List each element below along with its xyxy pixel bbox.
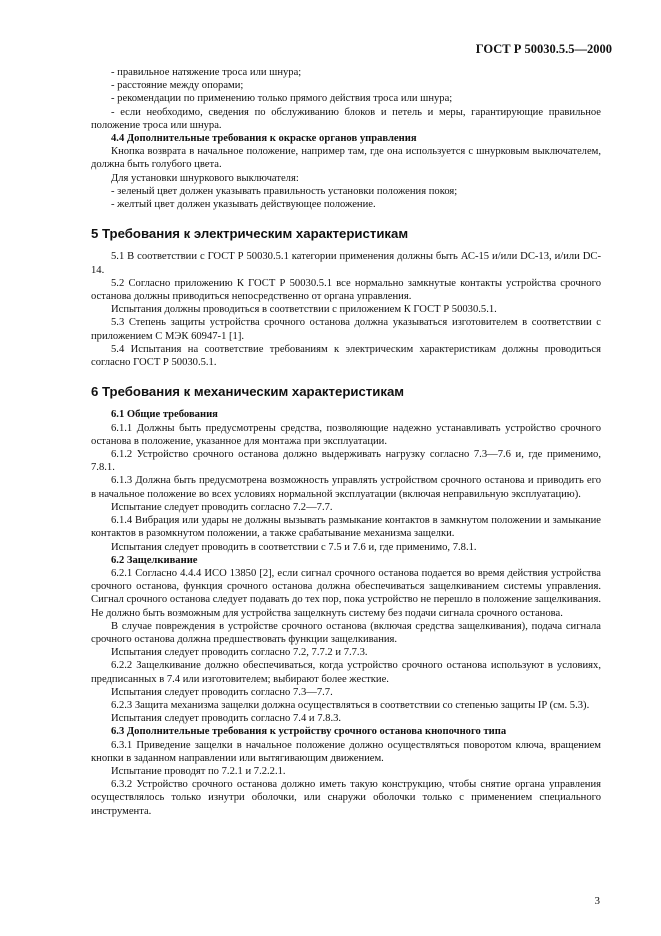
list-item: - если необходимо, сведения по обслуживанию блоков и петель и меры, гарантирующие правильное положение троса или шнура. bbox=[91, 106, 601, 131]
paragraph: 6.1.4 Вибрация или удары не должны вызывать размыкание контактов в замкнутом положении и замыкание контактов в разомкнутом положении, а также срабатывание механизма защелки. bbox=[91, 515, 601, 540]
page-number: 3 bbox=[594, 895, 600, 907]
paragraph: 6.1.1 Должны быть предусмотрены средства, позволяющие надежно устанавливать устройство срочного останова в положение, указанное для монтажа при эксплуатации. bbox=[91, 422, 601, 447]
paragraph: 6.2.2 Защелкивание должно обеспечиваться, когда устройство срочного останова используют в условиях, предписанных в 7.4 или изготовителем; выбирают более жесткие. bbox=[91, 660, 601, 685]
paragraph: Испытания следует проводить в соответствии с 7.5 и 7.6 и, где применимо, 7.8.1. bbox=[111, 541, 477, 553]
paragraph: 6.3.1 Приведение защелки в начальное положение должно осуществляться поворотом ключа, вращением кнопки в заданном направлении или вытягивающим движением. bbox=[91, 739, 601, 764]
paragraph: Для установки шнуркового выключателя: bbox=[111, 172, 299, 184]
subsection-heading-4-4: 4.4 Дополнительные требования к окраске органов управления bbox=[111, 133, 417, 145]
paragraph: 5.2 Согласно приложению К ГОСТ Р 50030.5.1 все нормально замкнутые контакты устройства срочного останова должны приводиться непосредственно от органа управления. bbox=[91, 277, 601, 303]
paragraph: Испытания следует проводить согласно 7.3—7.7. bbox=[111, 686, 333, 698]
paragraph: 5.1 В соответствии с ГОСТ Р 50030.5.1 категории применения должны быть АС-15 и/или DC-13, и/или DC-14. bbox=[91, 251, 601, 276]
paragraph: Испытание проводят по 7.2.1 и 7.2.2.1. bbox=[111, 765, 286, 777]
document-header: ГОСТ Р 50030.5.5—2000 bbox=[475, 42, 612, 56]
section-heading-5: 5 Требования к электрическим характеристикам bbox=[91, 226, 409, 242]
subsection-heading-6-1: 6.1 Общие требования bbox=[111, 409, 218, 421]
paragraph: 6.1.2 Устройство срочного останова должно выдерживать нагрузку согласно 7.3—7.6 и, где применимо, 7.8.1. bbox=[91, 449, 601, 474]
paragraph: 6.2.1 Согласно 4.4.4 ИСО 13850 [2], если сигнал срочного останова подается во время действия устройства срочного останова, функция срочного останова должна обеспечиваться защелкиванием системы управления. Сигнал срочного останова следует подавать до тех пор, пока устройство не перешло в положение защелкивания. Не должно быть возможным для устройства защелкнуть систему без подачи сигнала срочного останова. bbox=[91, 567, 601, 619]
subsection-heading-6-2: 6.2 Защелкивание bbox=[111, 554, 198, 566]
list-item: - зеленый цвет должен указывать правильность установки положения покоя; bbox=[111, 185, 458, 197]
paragraph: Испытание следует проводить согласно 7.2—7.7. bbox=[111, 501, 333, 513]
list-item: - расстояние между опорами; bbox=[111, 80, 244, 92]
document-body bbox=[91, 66, 601, 818]
paragraph: Испытания следует проводить согласно 7.2, 7.7.2 и 7.7.3. bbox=[111, 647, 368, 659]
list-item: - рекомендации по применению только прямого действия троса или шнура; bbox=[111, 93, 453, 105]
paragraph: Испытания следует проводить согласно 7.4 и 7.8.3. bbox=[111, 713, 342, 725]
list-item: - правильное натяжение троса или шнура; bbox=[111, 67, 302, 78]
list-item: - желтый цвет должен указывать действующее положение. bbox=[111, 199, 376, 211]
paragraph: 6.3.2 Устройство срочного останова должно иметь такую конструкцию, чтобы снятие органа управления осуществлялось только изнутри оболочки, или снаружи оболочки только с применением специального инструмента. bbox=[91, 779, 601, 817]
paragraph: 5.3 Степень защиты устройства срочного останова должна указываться изготовителем в соответствии с приложением С МЭК 60947-1 [1]. bbox=[91, 317, 601, 342]
paragraph: Испытания должны проводиться в соответствии с приложением К ГОСТ Р 50030.5.1. bbox=[111, 304, 497, 316]
subsection-heading-6-3: 6.3 Дополнительные требования к устройству срочного останова кнопочного типа bbox=[111, 726, 507, 738]
paragraph: В случае повреждения в устройстве срочного останова (включая средства защелкивания), подача сигнала срочного останова должна предшествовать функции защелкивания. bbox=[91, 620, 601, 645]
section-heading-6: 6 Требования к механическим характеристикам bbox=[91, 384, 405, 400]
paragraph: 5.4 Испытания на соответствие требованиям к электрическим характеристикам должны проводиться согласно ГОСТ Р 50030.5.1. bbox=[91, 343, 601, 369]
paragraph: Кнопка возврата в начальное положение, например там, где она используется с шнурковым выключателем, должна быть голубого цвета. bbox=[91, 146, 601, 171]
paragraph: 6.1.3 Должна быть предусмотрена возможность управлять устройством срочного останова и приводить его в начальное положение во всех условиях нормальной эксплуатации (включая неправильную эксплуатацию). bbox=[91, 475, 601, 500]
paragraph: 6.2.3 Защита механизма защелки должна осуществляться в соответствии со степенью защиты IP (см. 5.3). bbox=[111, 699, 590, 711]
